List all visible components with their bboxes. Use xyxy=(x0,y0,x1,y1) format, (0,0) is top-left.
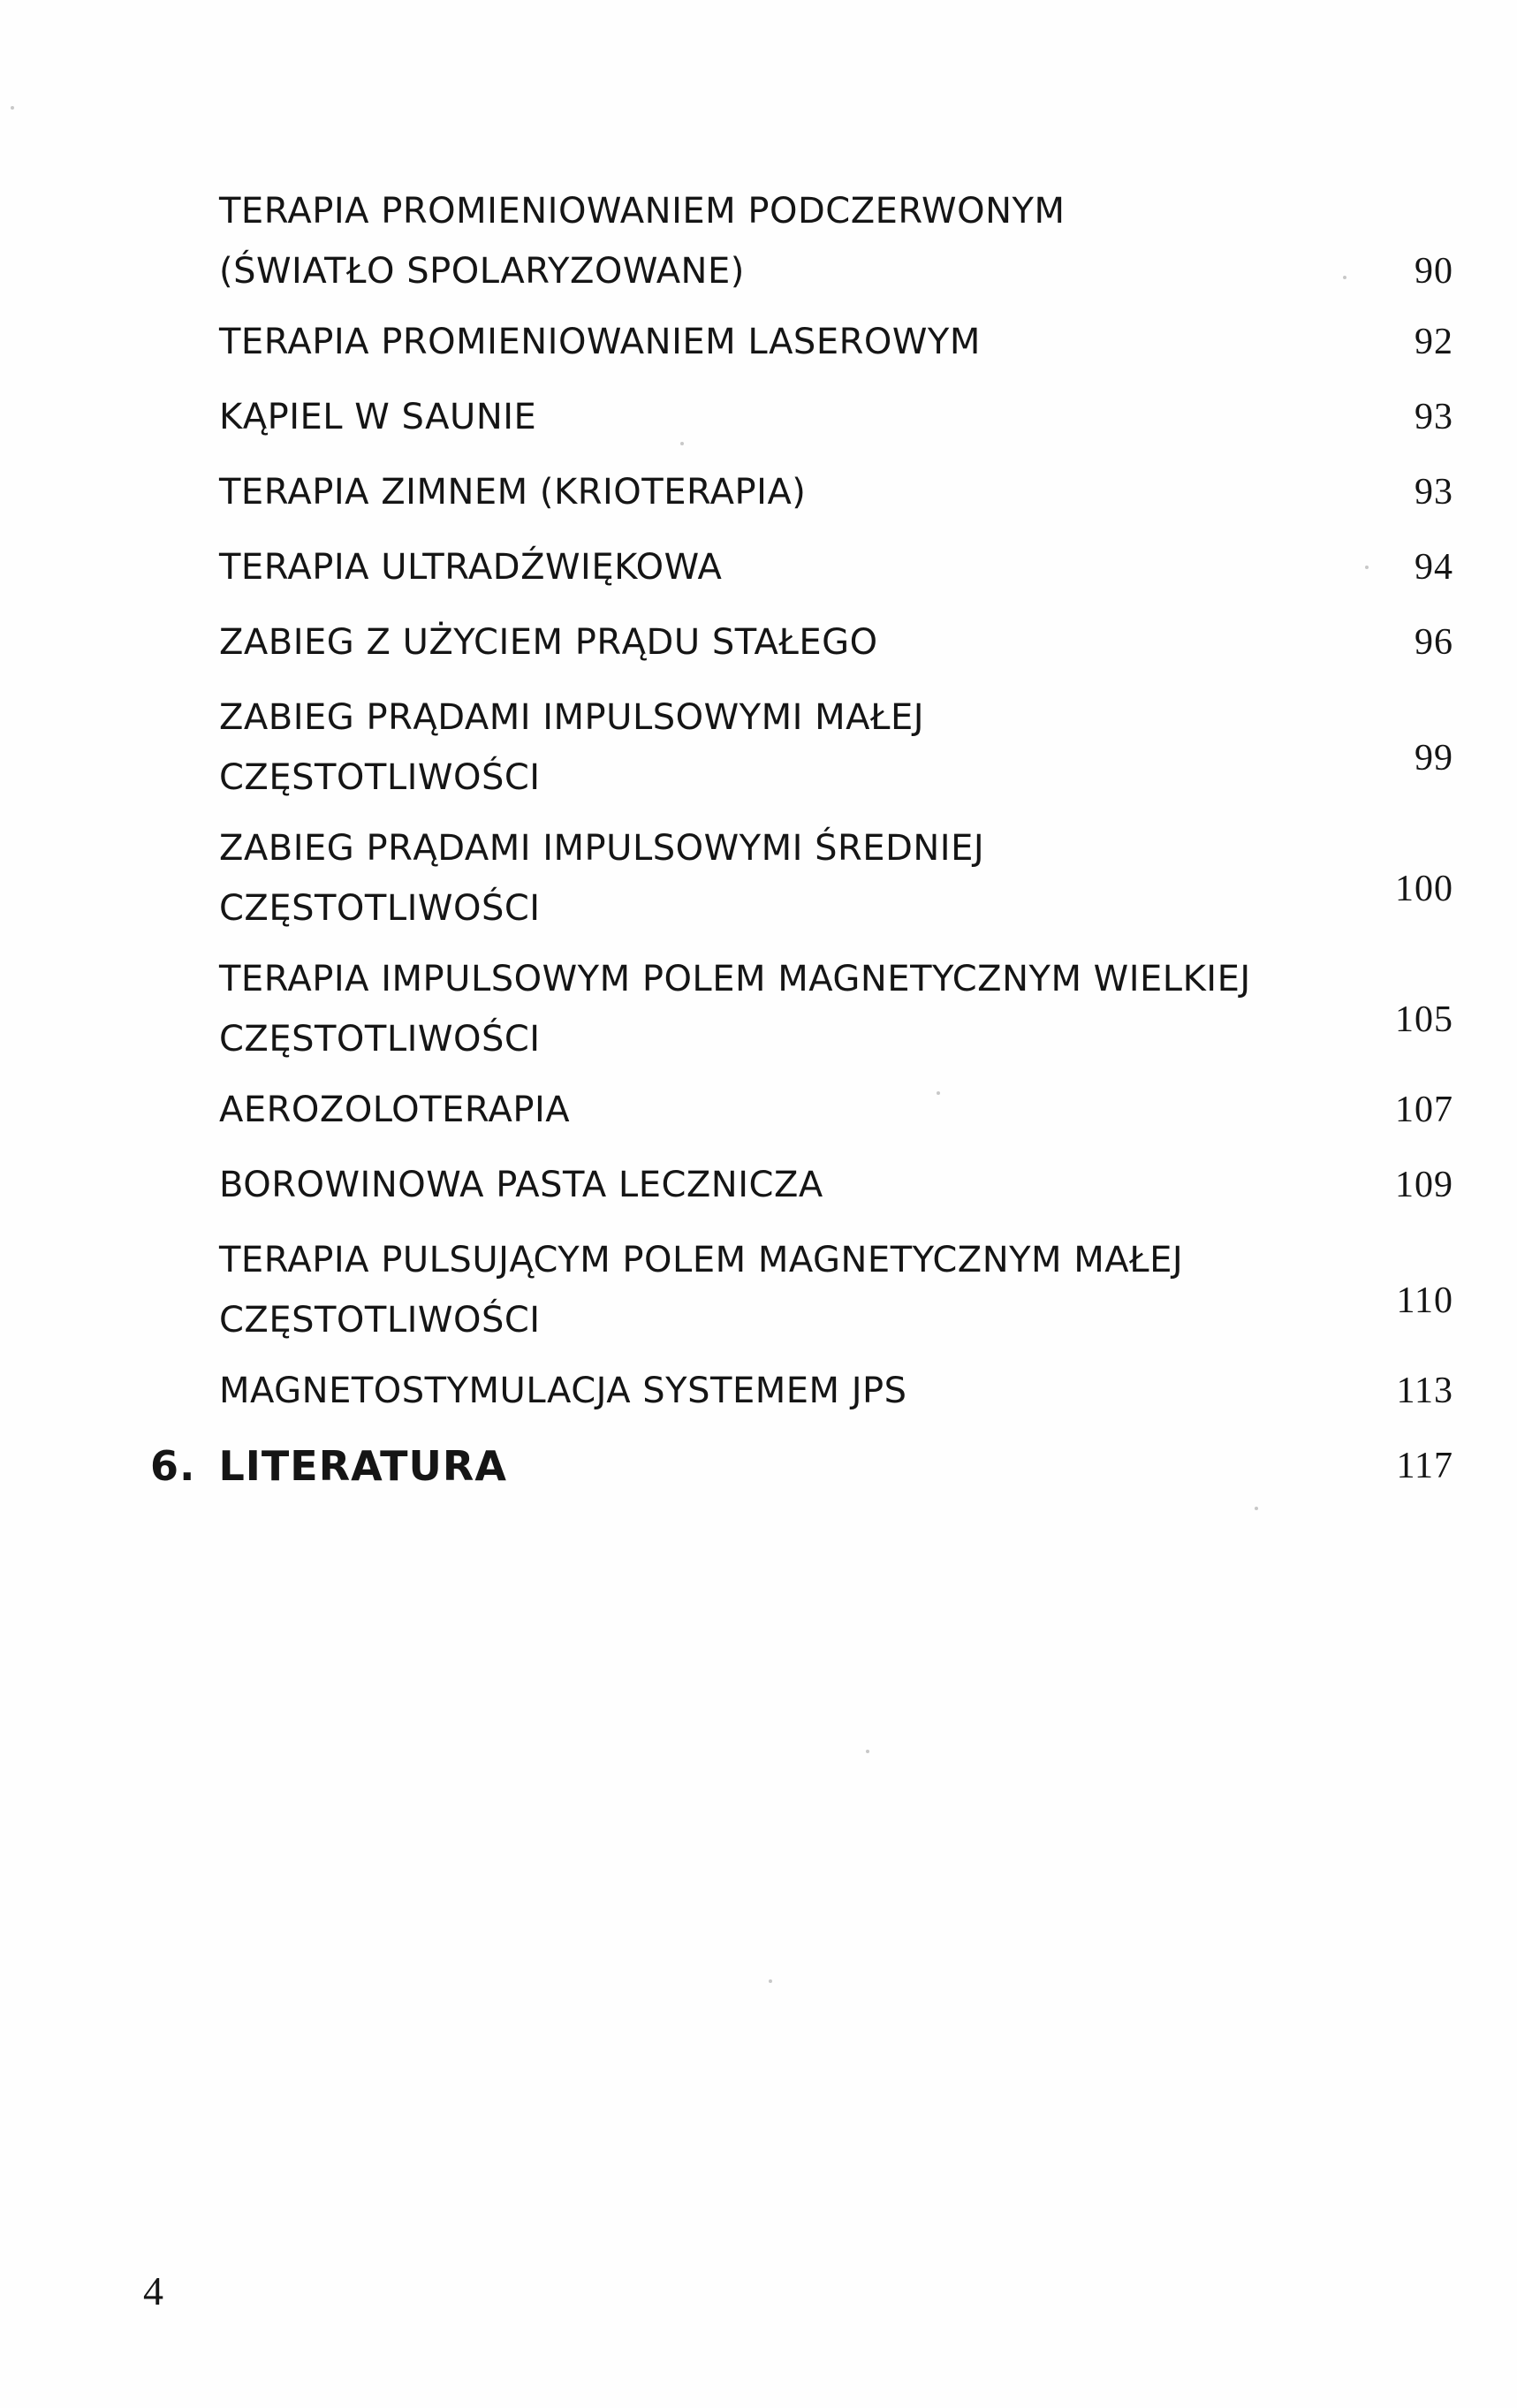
toc-entry-line: CZĘSTOTLIWOŚCI xyxy=(219,888,541,929)
scan-speck xyxy=(866,1750,869,1753)
page-number: 4 xyxy=(143,2268,163,2313)
toc-entry-title xyxy=(219,181,1065,301)
scan-speck xyxy=(680,442,684,445)
toc-entry-line: TERAPIA PULSUJĄCYM POLEM MAGNETYCZNYM MAŁEJ xyxy=(219,1240,1184,1280)
toc-entry xyxy=(219,462,1453,522)
toc-entry-page: 110 xyxy=(1396,1280,1453,1321)
toc-entry xyxy=(219,1080,1453,1140)
scan-speck xyxy=(1255,1507,1258,1510)
toc-entry-line: CZĘSTOTLIWOŚCI xyxy=(219,1300,541,1341)
toc-entry xyxy=(219,687,1453,808)
scan-speck xyxy=(1343,276,1346,279)
toc-entry-page: 107 xyxy=(1395,1090,1453,1130)
toc-entry xyxy=(219,949,1453,1069)
toc-entry xyxy=(219,1361,1453,1421)
toc-entry-page: 113 xyxy=(1396,1371,1453,1411)
toc-entry-title xyxy=(219,949,1251,1069)
toc-entry-title: AEROZOLOTERAPIA xyxy=(219,1090,571,1130)
toc-entry-page: 93 xyxy=(1415,397,1453,437)
toc-entry xyxy=(219,181,1453,301)
toc-section-number: 6. xyxy=(150,1442,196,1490)
toc-section-literatura xyxy=(150,1436,1453,1496)
toc-entry-line: TERAPIA PROMIENIOWANIEM PODCZERWONYM xyxy=(219,191,1066,232)
toc-entry-line: TERAPIA IMPULSOWYM POLEM MAGNETYCZNYM WIELKIEJ xyxy=(219,959,1251,999)
toc-entry-title: TERAPIA ULTRADŹWIĘKOWA xyxy=(219,547,723,588)
scan-speck xyxy=(769,1979,772,1983)
toc-entry-line: CZĘSTOTLIWOŚCI xyxy=(219,757,541,798)
toc-entry xyxy=(219,1230,1453,1350)
toc-section-page: 117 xyxy=(1396,1446,1453,1486)
toc-entry-title: KĄPIEL W SAUNIE xyxy=(219,397,537,437)
toc-entry xyxy=(219,1155,1453,1215)
toc-entry-title: MAGNETOSTYMULACJA SYSTEMEM JPS xyxy=(219,1371,907,1411)
toc-entry-title: TERAPIA ZIMNEM (KRIOTERAPIA) xyxy=(219,472,807,513)
toc-entry-title xyxy=(219,687,924,808)
toc-entry-page: 100 xyxy=(1395,869,1453,909)
toc-entry-title: ZABIEG Z UŻYCIEM PRĄDU STAŁEGO xyxy=(219,622,878,663)
toc-entry-title xyxy=(219,1230,1183,1350)
toc-entry-title: TERAPIA PROMIENIOWANIEM LASEROWYM xyxy=(219,322,981,362)
toc-entry-page: 90 xyxy=(1415,251,1453,292)
toc-entry-page: 105 xyxy=(1395,999,1453,1040)
toc-entry-page: 109 xyxy=(1395,1165,1453,1205)
scan-speck xyxy=(11,106,14,110)
scan-speck xyxy=(1365,566,1369,569)
toc-entry xyxy=(219,312,1453,372)
toc-entry-page: 99 xyxy=(1415,738,1453,779)
toc-entry-title xyxy=(219,818,984,938)
toc-entry xyxy=(219,612,1453,672)
toc-entry-title: BOROWINOWA PASTA LECZNICZA xyxy=(219,1165,823,1205)
toc-entry xyxy=(219,387,1453,447)
table-of-contents xyxy=(150,181,1453,1496)
toc-entry-page: 94 xyxy=(1415,547,1453,588)
scan-speck xyxy=(937,1091,940,1095)
toc-entry-line: CZĘSTOTLIWOŚCI xyxy=(219,1019,541,1060)
toc-entry-page: 96 xyxy=(1415,622,1453,663)
toc-entry-page: 93 xyxy=(1415,472,1453,513)
toc-entry-page: 92 xyxy=(1415,322,1453,362)
toc-section-title xyxy=(150,1436,507,1496)
toc-entry xyxy=(219,818,1453,938)
toc-entry-line: (ŚWIATŁO SPOLARYZOWANE) xyxy=(219,251,745,292)
toc-entry-line: ZABIEG PRĄDAMI IMPULSOWYMI ŚREDNIEJ xyxy=(219,828,985,869)
toc-entry-line: ZABIEG PRĄDAMI IMPULSOWYMI MAŁEJ xyxy=(219,697,925,738)
toc-entry xyxy=(219,537,1453,597)
toc-section-label: LITERATURA xyxy=(218,1442,507,1490)
